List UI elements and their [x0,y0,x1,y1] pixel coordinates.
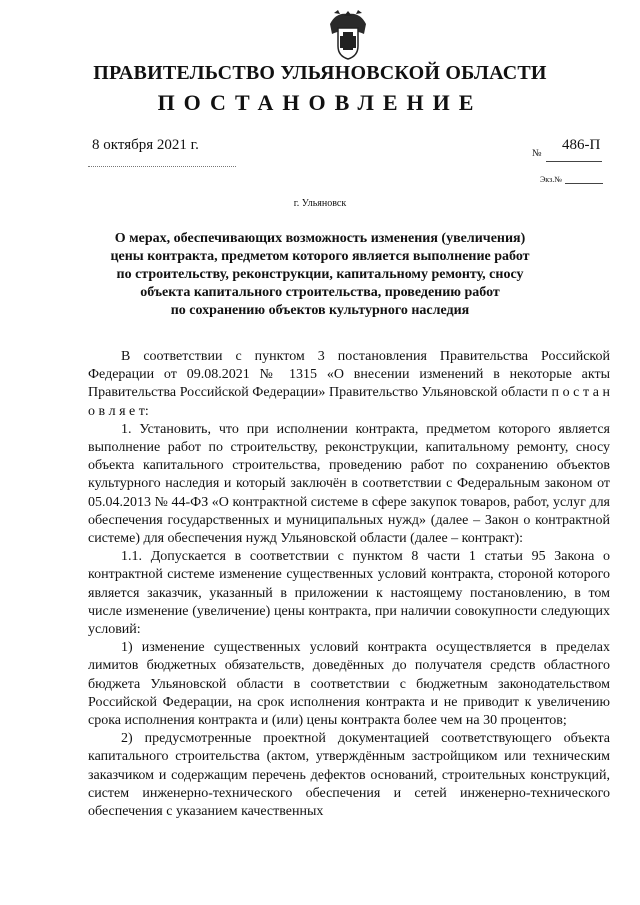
body-paragraph: 1) изменение существенных условий контракта осуществляется в пределах лимитов бюджетных обязательств, доведённых до получателя средств областного бюджета Ульяновской области в соответствии с бюджетным законодательством Российской Федерации, на срок исполнения контракта и не приводит к увеличению срока исполнения контракта и (или) цены контракта более чем на 30 процентов; [88,640,610,729]
government-title: ПРАВИТЕЛЬСТВО УЛЬЯНОВСКОЙ ОБЛАСТИ [93,62,547,84]
number-label: № [532,148,542,159]
document-type: ПОСТАНОВЛЕНИЕ [157,90,483,115]
body-paragraph: 1.1. Допускается в соответствии с пунктом 8 части 1 статьи 95 Закона о контрактной системе изменение существенных условий контракта, стороной которого является заказчик, указанный в приложении к настоящему постановлению, в том числе изменение (увеличение) цены контракта, при наличии совокупности следующих условий: [88,549,610,638]
date-underline [88,166,236,167]
number-underline [546,161,602,162]
body-paragraph: В соответствии с пунктом 3 постановления Правительства Российской Федерации от 09.08.2021 № 1315 «О внесении изменений в некоторые акты Правительства Российской Федерации» Правительство Ульяновской области п о с т а н о в л я е т: [88,349,610,419]
copy-number-underline [565,183,603,184]
heading-line: по строительству, реконструкции, капитальному ремонту, сносу [116,267,524,282]
document-heading [100,230,540,320]
document-number: 486-П [562,137,601,153]
heading-line: О мерах, обеспечивающих возможность изменения (увеличения) [114,231,526,246]
heading-line: цены контракта, предметом которого является выполнение работ [110,249,530,264]
copy-number-label: Экз.№ [540,175,562,184]
coat-of-arms-icon [326,10,370,60]
document-date: 8 октября 2021 г. [92,137,199,153]
document-city: г. Ульяновск [293,198,347,209]
heading-line: объекта капитального строительства, проведению работ [140,285,500,300]
document-body [88,348,610,821]
body-paragraph: 2) предусмотренные проектной документацией соответствующего объекта капитального строительства (актом, утверждённым застройщиком или техническим заказчиком и содержащим перечень дефектов оснований, строительных конструкций, систем инженерно-технического обеспечения и сетей инженерно-технического обеспечения с указанием качественных [88,731,610,820]
heading-line: по сохранению объектов культурного наследия [170,303,470,318]
body-paragraph: 1. Установить, что при исполнении контракта, предметом которого является выполнение работ по строительству, реконструкции, капитальному ремонту, сносу объекта капитального строительства, проведению работ по сохранению объектов культурного наследия и который заключён в соответствии с Федеральным законом от 05.04.2013 № 44-ФЗ «О контрактной системе в сфере закупок товаров, работ, услуг для обеспечения государственных и муниципальных нужд» (далее – Закон о контрактной системе) для обеспечения нужд Ульяновской области (далее – контракт): [88,421,610,547]
